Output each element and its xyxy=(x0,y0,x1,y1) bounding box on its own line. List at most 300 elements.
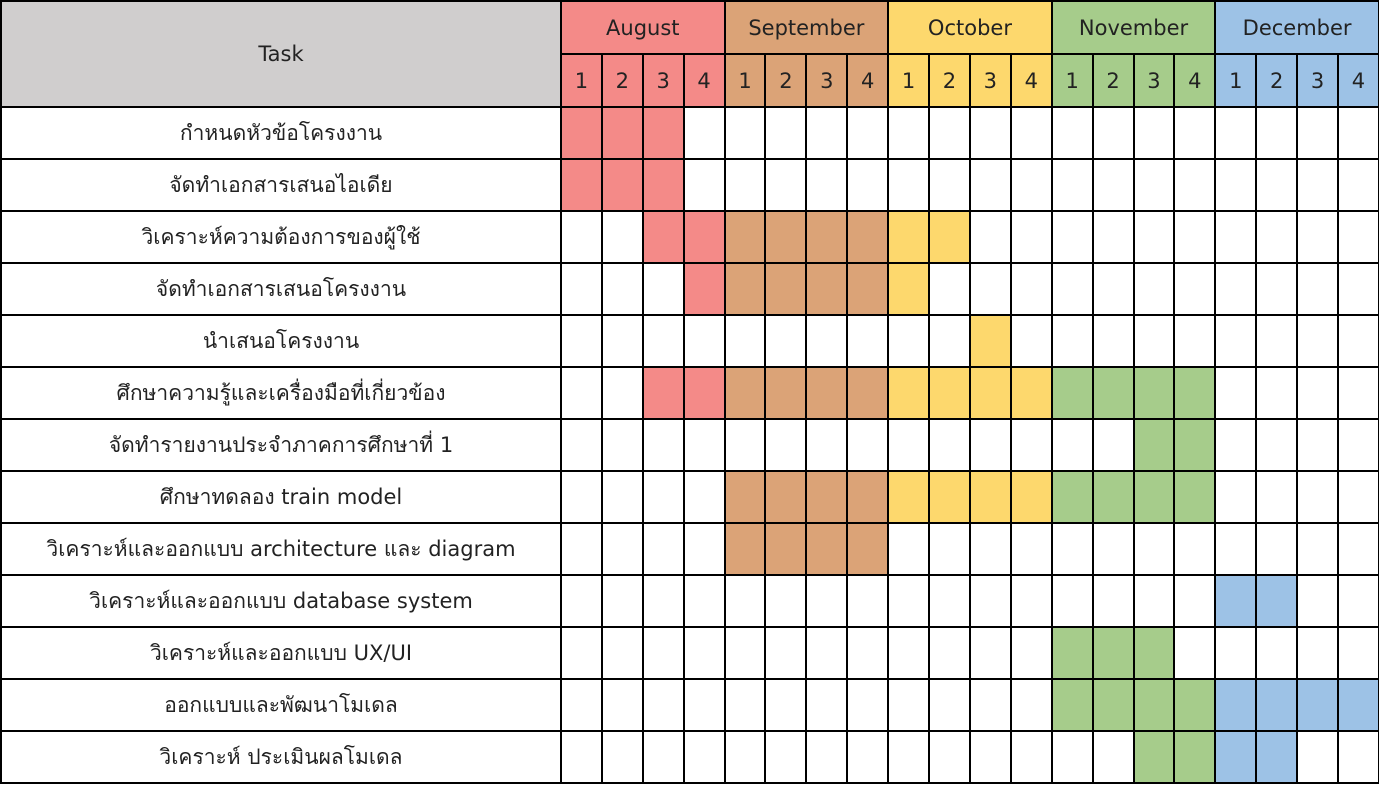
task-name: จัดทำเอกสารเสนอโครงงาน xyxy=(1,263,561,315)
gantt-empty-cell xyxy=(970,263,1011,315)
gantt-bar-cell xyxy=(1052,627,1093,679)
gantt-empty-cell xyxy=(1093,211,1134,263)
gantt-bar-cell xyxy=(725,211,766,263)
week-header-november-1: 1 xyxy=(1052,54,1093,107)
month-header-august: August xyxy=(561,1,725,54)
gantt-empty-cell xyxy=(643,627,684,679)
task-name: วิเคราะห์ ประเมินผลโมเดล xyxy=(1,731,561,783)
gantt-empty-cell xyxy=(561,731,602,783)
gantt-empty-cell xyxy=(684,523,725,575)
task-name: จัดทำเอกสารเสนอไอเดีย xyxy=(1,159,561,211)
gantt-empty-cell xyxy=(806,419,847,471)
task-name: วิเคราะห์ความต้องการของผู้ใช้ xyxy=(1,211,561,263)
gantt-bar-cell xyxy=(1256,731,1297,783)
gantt-empty-cell xyxy=(1297,627,1338,679)
gantt-bar-cell xyxy=(1134,731,1175,783)
gantt-empty-cell xyxy=(847,731,888,783)
gantt-empty-cell xyxy=(1093,575,1134,627)
gantt-empty-cell xyxy=(1215,367,1256,419)
gantt-bar-cell xyxy=(643,211,684,263)
gantt-empty-cell xyxy=(561,263,602,315)
gantt-empty-cell xyxy=(1174,263,1215,315)
gantt-empty-cell xyxy=(684,471,725,523)
gantt-empty-cell xyxy=(1297,471,1338,523)
gantt-empty-cell xyxy=(1134,107,1175,159)
gantt-empty-cell xyxy=(806,107,847,159)
gantt-empty-cell xyxy=(1093,419,1134,471)
gantt-empty-cell xyxy=(1011,419,1052,471)
gantt-empty-cell xyxy=(1256,367,1297,419)
gantt-empty-cell xyxy=(1174,315,1215,367)
gantt-bar-cell xyxy=(806,211,847,263)
gantt-empty-cell xyxy=(847,159,888,211)
gantt-empty-cell xyxy=(929,419,970,471)
gantt-empty-cell xyxy=(684,679,725,731)
gantt-bar-cell xyxy=(1297,679,1338,731)
gantt-empty-cell xyxy=(1011,731,1052,783)
gantt-empty-cell xyxy=(1011,679,1052,731)
task-row xyxy=(1,679,1379,731)
week-header-october-2: 2 xyxy=(929,54,970,107)
gantt-empty-cell xyxy=(1256,471,1297,523)
gantt-empty-cell xyxy=(765,107,806,159)
task-name: วิเคราะห์และออกแบบ UX/UI xyxy=(1,627,561,679)
gantt-empty-cell xyxy=(1011,107,1052,159)
gantt-empty-cell xyxy=(970,419,1011,471)
gantt-bar-cell xyxy=(765,471,806,523)
gantt-empty-cell xyxy=(1011,575,1052,627)
gantt-bar-cell xyxy=(806,523,847,575)
gantt-empty-cell xyxy=(684,731,725,783)
task-name: วิเคราะห์และออกแบบ database system xyxy=(1,575,561,627)
gantt-bar-cell xyxy=(806,471,847,523)
gantt-empty-cell xyxy=(643,679,684,731)
gantt-empty-cell xyxy=(1052,315,1093,367)
task-row xyxy=(1,107,1379,159)
gantt-empty-cell xyxy=(929,679,970,731)
gantt-empty-cell xyxy=(1134,315,1175,367)
gantt-empty-cell xyxy=(1297,523,1338,575)
gantt-empty-cell xyxy=(643,575,684,627)
gantt-bar-cell xyxy=(602,159,643,211)
gantt-empty-cell xyxy=(847,627,888,679)
gantt-empty-cell xyxy=(725,315,766,367)
task-name: ออกแบบและพัฒนาโมเดล xyxy=(1,679,561,731)
gantt-bar-cell xyxy=(806,367,847,419)
gantt-empty-cell xyxy=(806,731,847,783)
task-row xyxy=(1,367,1379,419)
gantt-empty-cell xyxy=(1297,575,1338,627)
gantt-bar-cell xyxy=(725,263,766,315)
gantt-bar-cell xyxy=(602,107,643,159)
gantt-empty-cell xyxy=(847,575,888,627)
gantt-bar-cell xyxy=(1134,627,1175,679)
gantt-empty-cell xyxy=(684,419,725,471)
gantt-empty-cell xyxy=(1052,107,1093,159)
week-header-september-2: 2 xyxy=(765,54,806,107)
gantt-empty-cell xyxy=(725,731,766,783)
gantt-empty-cell xyxy=(806,679,847,731)
gantt-empty-cell xyxy=(1174,523,1215,575)
week-header-august-1: 1 xyxy=(561,54,602,107)
gantt-empty-cell xyxy=(929,159,970,211)
gantt-empty-cell xyxy=(888,159,929,211)
week-header-october-1: 1 xyxy=(888,54,929,107)
gantt-empty-cell xyxy=(1297,107,1338,159)
gantt-empty-cell xyxy=(1052,419,1093,471)
gantt-bar-cell xyxy=(806,263,847,315)
gantt-empty-cell xyxy=(970,107,1011,159)
gantt-empty-cell xyxy=(1215,471,1256,523)
gantt-bar-cell xyxy=(725,367,766,419)
task-row xyxy=(1,471,1379,523)
gantt-bar-cell xyxy=(1215,575,1256,627)
month-header-november: November xyxy=(1052,1,1216,54)
gantt-empty-cell xyxy=(1093,315,1134,367)
gantt-empty-cell xyxy=(561,419,602,471)
task-name: นำเสนอโครงงาน xyxy=(1,315,561,367)
gantt-empty-cell xyxy=(929,263,970,315)
gantt-empty-cell xyxy=(1093,523,1134,575)
month-header-row xyxy=(1,1,1379,54)
gantt-empty-cell xyxy=(847,315,888,367)
gantt-empty-cell xyxy=(1297,367,1338,419)
gantt-empty-cell xyxy=(765,575,806,627)
task-row xyxy=(1,419,1379,471)
gantt-empty-cell xyxy=(1297,419,1338,471)
gantt-empty-cell xyxy=(602,211,643,263)
gantt-bar-cell xyxy=(847,471,888,523)
gantt-bar-cell xyxy=(1174,419,1215,471)
gantt-bar-cell xyxy=(1093,471,1134,523)
gantt-empty-cell xyxy=(970,679,1011,731)
gantt-bar-cell xyxy=(1338,679,1379,731)
gantt-empty-cell xyxy=(1215,159,1256,211)
gantt-empty-cell xyxy=(643,263,684,315)
gantt-bar-cell xyxy=(847,211,888,263)
gantt-empty-cell xyxy=(643,315,684,367)
gantt-empty-cell xyxy=(1297,315,1338,367)
gantt-bar-cell xyxy=(888,471,929,523)
gantt-empty-cell xyxy=(1338,367,1379,419)
gantt-bar-cell xyxy=(1134,471,1175,523)
gantt-empty-cell xyxy=(1256,523,1297,575)
gantt-empty-cell xyxy=(1174,627,1215,679)
week-header-october-3: 3 xyxy=(970,54,1011,107)
week-header-september-3: 3 xyxy=(806,54,847,107)
gantt-empty-cell xyxy=(684,107,725,159)
gantt-bar-cell xyxy=(725,523,766,575)
gantt-empty-cell xyxy=(1256,107,1297,159)
week-header-october-4: 4 xyxy=(1011,54,1052,107)
gantt-empty-cell xyxy=(1011,263,1052,315)
gantt-empty-cell xyxy=(1297,263,1338,315)
task-name: วิเคราะห์และออกแบบ architecture และ diagram xyxy=(1,523,561,575)
gantt-bar-cell xyxy=(1093,679,1134,731)
gantt-empty-cell xyxy=(970,627,1011,679)
gantt-bar-cell xyxy=(765,523,806,575)
week-header-august-2: 2 xyxy=(602,54,643,107)
gantt-bar-cell xyxy=(888,211,929,263)
gantt-empty-cell xyxy=(1093,159,1134,211)
gantt-empty-cell xyxy=(602,419,643,471)
gantt-empty-cell xyxy=(684,315,725,367)
gantt-bar-cell xyxy=(1011,367,1052,419)
gantt-empty-cell xyxy=(847,419,888,471)
gantt-empty-cell xyxy=(1215,107,1256,159)
gantt-empty-cell xyxy=(929,731,970,783)
gantt-bar-cell xyxy=(684,367,725,419)
gantt-empty-cell xyxy=(1338,575,1379,627)
gantt-empty-cell xyxy=(1174,575,1215,627)
gantt-bar-cell xyxy=(847,523,888,575)
gantt-empty-cell xyxy=(561,627,602,679)
task-name: กำหนดหัวข้อโครงงาน xyxy=(1,107,561,159)
gantt-empty-cell xyxy=(765,159,806,211)
gantt-empty-cell xyxy=(561,367,602,419)
gantt-empty-cell xyxy=(765,731,806,783)
gantt-empty-cell xyxy=(602,731,643,783)
gantt-empty-cell xyxy=(929,627,970,679)
week-header-november-2: 2 xyxy=(1093,54,1134,107)
gantt-bar-cell xyxy=(888,263,929,315)
gantt-bar-cell xyxy=(1093,367,1134,419)
gantt-empty-cell xyxy=(602,315,643,367)
gantt-empty-cell xyxy=(1256,211,1297,263)
gantt-empty-cell xyxy=(1297,211,1338,263)
gantt-empty-cell xyxy=(765,419,806,471)
month-header-december: December xyxy=(1215,1,1379,54)
week-header-august-4: 4 xyxy=(684,54,725,107)
gantt-empty-cell xyxy=(1338,107,1379,159)
gantt-bar-cell xyxy=(1215,731,1256,783)
gantt-empty-cell xyxy=(1215,419,1256,471)
week-header-december-3: 3 xyxy=(1297,54,1338,107)
task-row xyxy=(1,211,1379,263)
gantt-empty-cell xyxy=(1052,575,1093,627)
gantt-empty-cell xyxy=(888,575,929,627)
gantt-empty-cell xyxy=(1338,627,1379,679)
gantt-empty-cell xyxy=(929,107,970,159)
gantt-empty-cell xyxy=(602,471,643,523)
gantt-bar-cell xyxy=(561,107,602,159)
gantt-empty-cell xyxy=(1011,315,1052,367)
gantt-empty-cell xyxy=(929,575,970,627)
task-row xyxy=(1,315,1379,367)
gantt-empty-cell xyxy=(970,159,1011,211)
gantt-bar-cell xyxy=(1052,471,1093,523)
gantt-empty-cell xyxy=(684,627,725,679)
gantt-empty-cell xyxy=(1093,107,1134,159)
gantt-empty-cell xyxy=(765,679,806,731)
task-name: จัดทำรายงานประจำภาคการศึกษาที่ 1 xyxy=(1,419,561,471)
gantt-bar-cell xyxy=(643,107,684,159)
task-column-header: Task xyxy=(1,1,561,107)
gantt-bar-cell xyxy=(847,263,888,315)
gantt-bar-cell xyxy=(1174,731,1215,783)
gantt-bar-cell xyxy=(1174,471,1215,523)
gantt-empty-cell xyxy=(806,315,847,367)
gantt-bar-cell xyxy=(1052,367,1093,419)
gantt-empty-cell xyxy=(561,315,602,367)
gantt-empty-cell xyxy=(1215,523,1256,575)
gantt-empty-cell xyxy=(1338,159,1379,211)
gantt-bar-cell xyxy=(725,471,766,523)
gantt-empty-cell xyxy=(888,627,929,679)
gantt-empty-cell xyxy=(888,419,929,471)
gantt-empty-cell xyxy=(970,575,1011,627)
gantt-bar-cell xyxy=(561,159,602,211)
gantt-empty-cell xyxy=(888,107,929,159)
gantt-empty-cell xyxy=(1011,523,1052,575)
gantt-empty-cell xyxy=(1338,419,1379,471)
gantt-empty-cell xyxy=(684,575,725,627)
gantt-empty-cell xyxy=(1052,211,1093,263)
gantt-empty-cell xyxy=(725,627,766,679)
gantt-bar-cell xyxy=(1011,471,1052,523)
gantt-empty-cell xyxy=(929,523,970,575)
gantt-empty-cell xyxy=(602,627,643,679)
gantt-empty-cell xyxy=(1338,263,1379,315)
gantt-bar-cell xyxy=(888,367,929,419)
gantt-empty-cell xyxy=(1011,159,1052,211)
gantt-bar-cell xyxy=(847,367,888,419)
gantt-empty-cell xyxy=(725,159,766,211)
gantt-bar-cell xyxy=(684,211,725,263)
gantt-empty-cell xyxy=(806,159,847,211)
gantt-empty-cell xyxy=(602,679,643,731)
gantt-empty-cell xyxy=(1052,523,1093,575)
gantt-empty-cell xyxy=(1134,211,1175,263)
gantt-empty-cell xyxy=(1256,159,1297,211)
task-row xyxy=(1,523,1379,575)
gantt-empty-cell xyxy=(1174,211,1215,263)
gantt-empty-cell xyxy=(1215,263,1256,315)
gantt-empty-cell xyxy=(643,419,684,471)
gantt-empty-cell xyxy=(1338,523,1379,575)
week-header-december-4: 4 xyxy=(1338,54,1379,107)
gantt-bar-cell xyxy=(684,263,725,315)
gantt-empty-cell xyxy=(602,367,643,419)
gantt-empty-cell xyxy=(1256,627,1297,679)
gantt-bar-cell xyxy=(643,159,684,211)
task-row xyxy=(1,627,1379,679)
gantt-bar-cell xyxy=(1174,679,1215,731)
gantt-empty-cell xyxy=(1134,575,1175,627)
gantt-empty-cell xyxy=(1297,731,1338,783)
gantt-empty-cell xyxy=(847,679,888,731)
gantt-empty-cell xyxy=(643,731,684,783)
gantt-empty-cell xyxy=(806,575,847,627)
gantt-empty-cell xyxy=(929,315,970,367)
gantt-empty-cell xyxy=(765,627,806,679)
gantt-empty-cell xyxy=(725,679,766,731)
gantt-bar-cell xyxy=(1134,419,1175,471)
gantt-empty-cell xyxy=(1215,315,1256,367)
gantt-bar-cell xyxy=(1256,679,1297,731)
task-row xyxy=(1,263,1379,315)
gantt-bar-cell xyxy=(970,367,1011,419)
gantt-empty-cell xyxy=(970,731,1011,783)
gantt-empty-cell xyxy=(1215,211,1256,263)
gantt-bar-cell xyxy=(765,263,806,315)
gantt-bar-cell xyxy=(1215,679,1256,731)
gantt-empty-cell xyxy=(1297,159,1338,211)
gantt-empty-cell xyxy=(1256,419,1297,471)
gantt-bar-cell xyxy=(1052,679,1093,731)
gantt-bar-cell xyxy=(765,211,806,263)
gantt-empty-cell xyxy=(1052,731,1093,783)
gantt-empty-cell xyxy=(1338,211,1379,263)
gantt-empty-cell xyxy=(725,107,766,159)
week-header-september-1: 1 xyxy=(725,54,766,107)
gantt-empty-cell xyxy=(1011,627,1052,679)
gantt-empty-cell xyxy=(765,315,806,367)
gantt-bar-cell xyxy=(643,367,684,419)
gantt-bar-cell xyxy=(929,211,970,263)
task-name: ศึกษาความรู้และเครื่องมือที่เกี่ยวข้อง xyxy=(1,367,561,419)
gantt-bar-cell xyxy=(1093,627,1134,679)
gantt-bar-cell xyxy=(970,315,1011,367)
gantt-empty-cell xyxy=(684,159,725,211)
gantt-empty-cell xyxy=(970,211,1011,263)
gantt-empty-cell xyxy=(725,419,766,471)
gantt-empty-cell xyxy=(561,575,602,627)
week-header-december-2: 2 xyxy=(1256,54,1297,107)
gantt-empty-cell xyxy=(888,523,929,575)
gantt-empty-cell xyxy=(1215,627,1256,679)
gantt-bar-cell xyxy=(765,367,806,419)
gantt-empty-cell xyxy=(643,523,684,575)
gantt-empty-cell xyxy=(1256,263,1297,315)
gantt-empty-cell xyxy=(1011,211,1052,263)
gantt-empty-cell xyxy=(643,471,684,523)
week-header-november-4: 4 xyxy=(1174,54,1215,107)
task-row xyxy=(1,575,1379,627)
gantt-empty-cell xyxy=(1134,159,1175,211)
gantt-empty-cell xyxy=(1338,471,1379,523)
gantt-empty-cell xyxy=(806,627,847,679)
gantt-empty-cell xyxy=(561,471,602,523)
gantt-empty-cell xyxy=(888,679,929,731)
gantt-empty-cell xyxy=(970,523,1011,575)
week-header-december-1: 1 xyxy=(1215,54,1256,107)
gantt-empty-cell xyxy=(1052,263,1093,315)
gantt-empty-cell xyxy=(602,263,643,315)
gantt-bar-cell xyxy=(1134,679,1175,731)
month-header-september: September xyxy=(725,1,889,54)
gantt-empty-cell xyxy=(1134,263,1175,315)
gantt-empty-cell xyxy=(847,107,888,159)
gantt-bar-cell xyxy=(970,471,1011,523)
gantt-empty-cell xyxy=(1174,107,1215,159)
gantt-empty-cell xyxy=(888,315,929,367)
week-header-august-3: 3 xyxy=(643,54,684,107)
gantt-empty-cell xyxy=(725,575,766,627)
task-name: ศึกษาทดลอง train model xyxy=(1,471,561,523)
gantt-bar-cell xyxy=(1256,575,1297,627)
gantt-empty-cell xyxy=(1052,159,1093,211)
task-row xyxy=(1,159,1379,211)
gantt-empty-cell xyxy=(1093,263,1134,315)
gantt-empty-cell xyxy=(602,523,643,575)
gantt-empty-cell xyxy=(1256,315,1297,367)
gantt-bar-cell xyxy=(1174,367,1215,419)
gantt-empty-cell xyxy=(561,211,602,263)
week-header-november-3: 3 xyxy=(1134,54,1175,107)
gantt-empty-cell xyxy=(1093,731,1134,783)
gantt-bar-cell xyxy=(929,367,970,419)
